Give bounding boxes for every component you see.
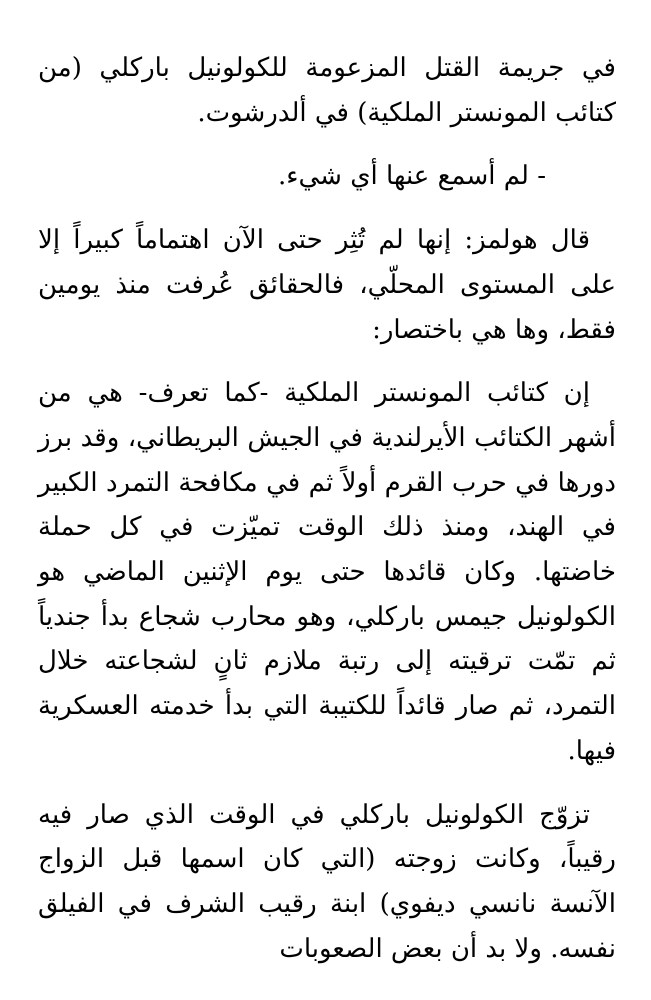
paragraph-gap (38, 135, 616, 154)
paragraph-gap (38, 199, 616, 218)
paragraph-holmes-speaks: قال هولمز: إنها لم تُثِر حتى الآن اهتماماً كبيراً إلا على المستوى المحلّي، فالحقائق عُرفت منذ يومين فقط، وها هي باختصار: (38, 225, 616, 345)
paragraph-intro: في جريمة القتل المزعومة للكولونيل باركلي (من كتائب المونستر الملكية) في ألدرشوت. (38, 53, 616, 128)
paragraph-gap (38, 774, 616, 793)
paragraph-gap (38, 352, 616, 371)
paragraph-regiment-history: إن كتائب المونستر الملكية -كما تعرف- هي من أشهر الكتائب الأيرلندية في الجيش البريطاني، وقد برز دورها في حرب القرم أولاً ثم في مكافحة التمرد الكبير في الهند، ومنذ ذلك الوقت تميّزت في كل حملة خاضتها. وكان قائدها حتى يوم الإثنين الماضي هو الكولونيل جيمس باركلي، وهو محارب شجاع بدأ جندياً ثم تمّت ترقيته إلى رتبة ملازم ثانٍ لشجاعته خلال التمرد، ثم صار قائداً للكتيبة التي بدأ خدمته العسكرية فيها. (38, 378, 616, 766)
book-page (38, 46, 616, 971)
paragraph-marriage: تزوّج الكولونيل باركلي في الوقت الذي صار فيه رقيباً، وكانت زوجته (التي كان اسمها قبل الزواج الآنسة نانسي ديفوي) ابنة رقيب الشرف في الفيلق نفسه. ولا بد أن بعض الصعوبات (38, 799, 616, 964)
paragraph-reply: - لم أسمع عنها أي شيء. (278, 161, 546, 192)
